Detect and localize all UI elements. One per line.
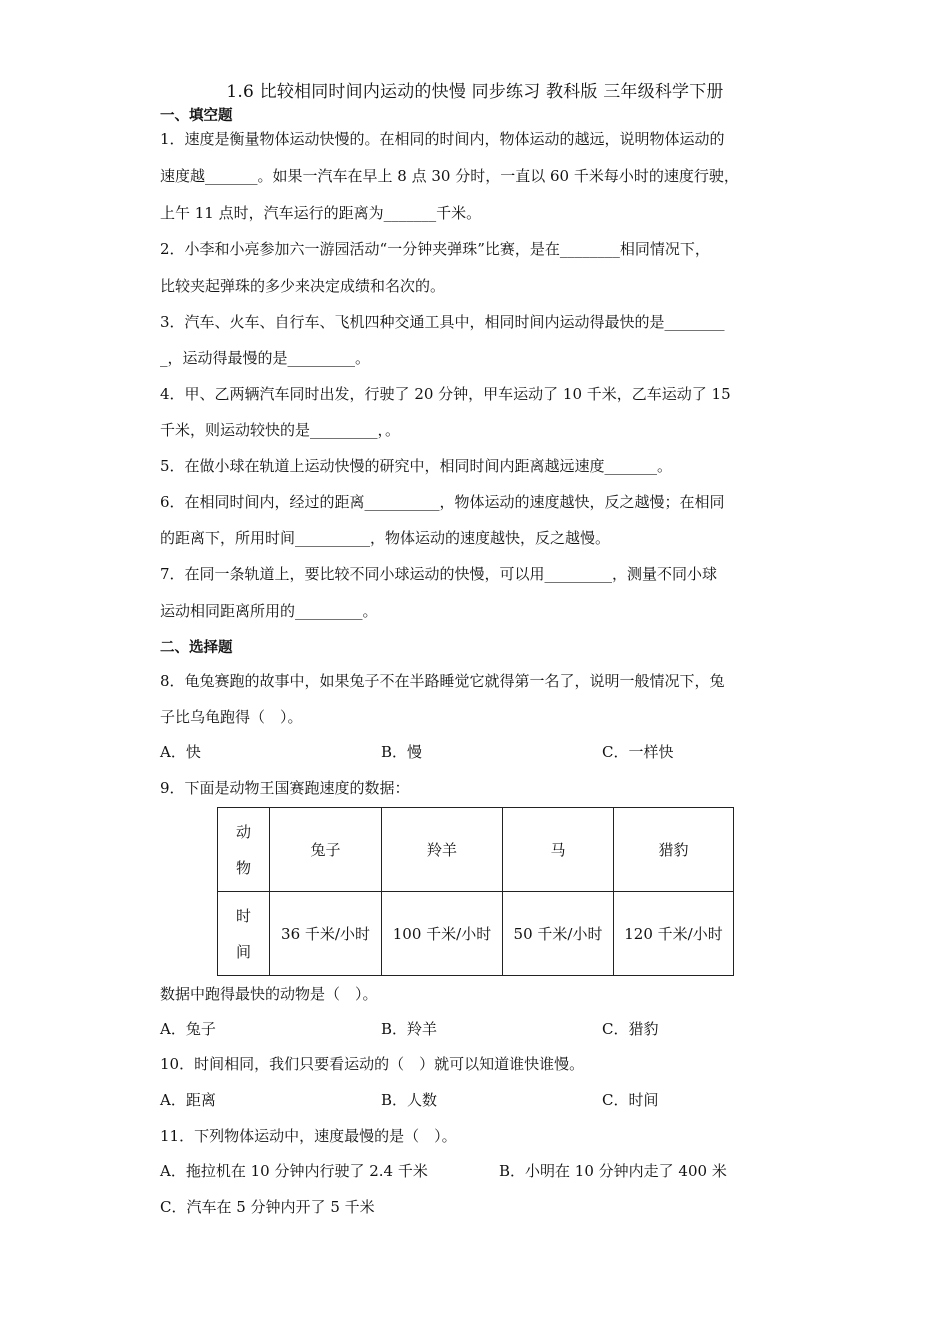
q8-option-c: C．一样快: [602, 743, 674, 761]
cell-speed-rabbit: 36 千米/小时: [270, 892, 382, 976]
q9-option-b: B．羚羊: [381, 1020, 438, 1038]
q11-option-c: C．汽车在 5 分钟内开了 5 千米: [160, 1198, 375, 1216]
q8-option-a: A．快: [160, 743, 201, 761]
cell-speed-cheetah: 120 千米/小时: [614, 892, 734, 976]
q10-option-a: A．距离: [160, 1091, 216, 1109]
q11-line-1: 11．下列物体运动中，速度最慢的是（ ）。: [160, 1127, 457, 1145]
q1-line-1: 1．速度是衡量物体运动快慢的。在相同的时间内，物体运动的越远，说明物体运动的: [160, 130, 725, 148]
cell-animal-rabbit: 兔子: [270, 808, 382, 892]
cell-animal-antelope: 羚羊: [382, 808, 503, 892]
q11-option-a: A．拖拉机在 10 分钟内行驶了 2.4 千米: [160, 1162, 428, 1180]
table-row-speeds: [218, 892, 734, 976]
q3-line-1: 3．汽车、火车、自行车、飞机四种交通工具中，相同时间内运动得最快的是________: [160, 313, 725, 331]
q6-line-2: 的距离下，所用时间__________，物体运动的速度越快，反之越慢。: [160, 529, 611, 547]
q3-line-2: _，运动得最慢的是_________。: [160, 349, 371, 367]
animal-speed-table: [217, 807, 734, 976]
cell-animal-horse: 马: [503, 808, 614, 892]
q8-line-2: 子比乌龟跑得（ ）。: [160, 708, 303, 726]
cell-animal-cheetah: 猎豹: [614, 808, 734, 892]
q5-line-1: 5．在做小球在轨道上运动快慢的研究中，相同时间内距离越远速度_______。: [160, 457, 673, 475]
cell-speed-horse: 50 千米/小时: [503, 892, 614, 976]
cell-speed-antelope: 100 千米/小时: [382, 892, 503, 976]
q7-line-1: 7．在同一条轨道上，要比较不同小球运动的快慢，可以用_________，测量不同小球: [160, 565, 718, 583]
section-fill-blank: 一、填空题: [160, 108, 233, 124]
document-title: 1.6 比较相同时间内运动的快慢 同步练习 教科版 三年级科学下册: [226, 82, 724, 102]
row-header-time: 时间: [218, 892, 270, 976]
q10-option-c: C．时间: [602, 1091, 659, 1109]
section-choice: 二、选择题: [160, 640, 233, 656]
q9-option-a: A．兔子: [160, 1020, 216, 1038]
q9-line-2: 数据中跑得最快的动物是（ ）。: [160, 985, 378, 1003]
q8-line-1: 8．龟兔赛跑的故事中，如果兔子不在半路睡觉它就得第一名了，说明一般情况下，兔: [160, 672, 725, 690]
q10-option-b: B．人数: [381, 1091, 438, 1109]
q2-line-1: 2．小李和小亮参加六一游园活动“一分钟夹弹珠”比赛，是在________相同情况下，: [160, 240, 710, 258]
q4-line-2: 千米，则运动较快的是_________，。: [160, 421, 401, 439]
q8-option-b: B．慢: [381, 743, 423, 761]
row-header-animal: 动物: [218, 808, 270, 892]
table-row-animals: [218, 808, 734, 892]
q2-line-2: 比较夹起弹珠的多少来决定成绩和名次的。: [160, 277, 446, 295]
q11-option-b: B．小明在 10 分钟内走了 400 米: [499, 1162, 727, 1180]
q1-line-2: 速度越_______。如果一汽车在早上 8 点 30 分时，一直以 60 千米每小时的速度行驶，: [160, 167, 739, 185]
q7-line-2: 运动相同距离所用的_________。: [160, 602, 378, 620]
q1-line-3: 上午 11 点时，汽车运行的距离为_______千米。: [160, 204, 482, 222]
q10-line-1: 10．时间相同，我们只要看运动的（ ）就可以知道谁快谁慢。: [160, 1055, 585, 1073]
q9-option-c: C．猎豹: [602, 1020, 659, 1038]
q4-line-1: 4．甲、乙两辆汽车同时出发，行驶了 20 分钟，甲车运动了 10 千米，乙车运动了 15: [160, 385, 731, 403]
q9-line-1: 9．下面是动物王国赛跑速度的数据：: [160, 779, 410, 797]
q6-line-1: 6．在相同时间内，经过的距离__________，物体运动的速度越快，反之越慢；在相同: [160, 493, 725, 511]
